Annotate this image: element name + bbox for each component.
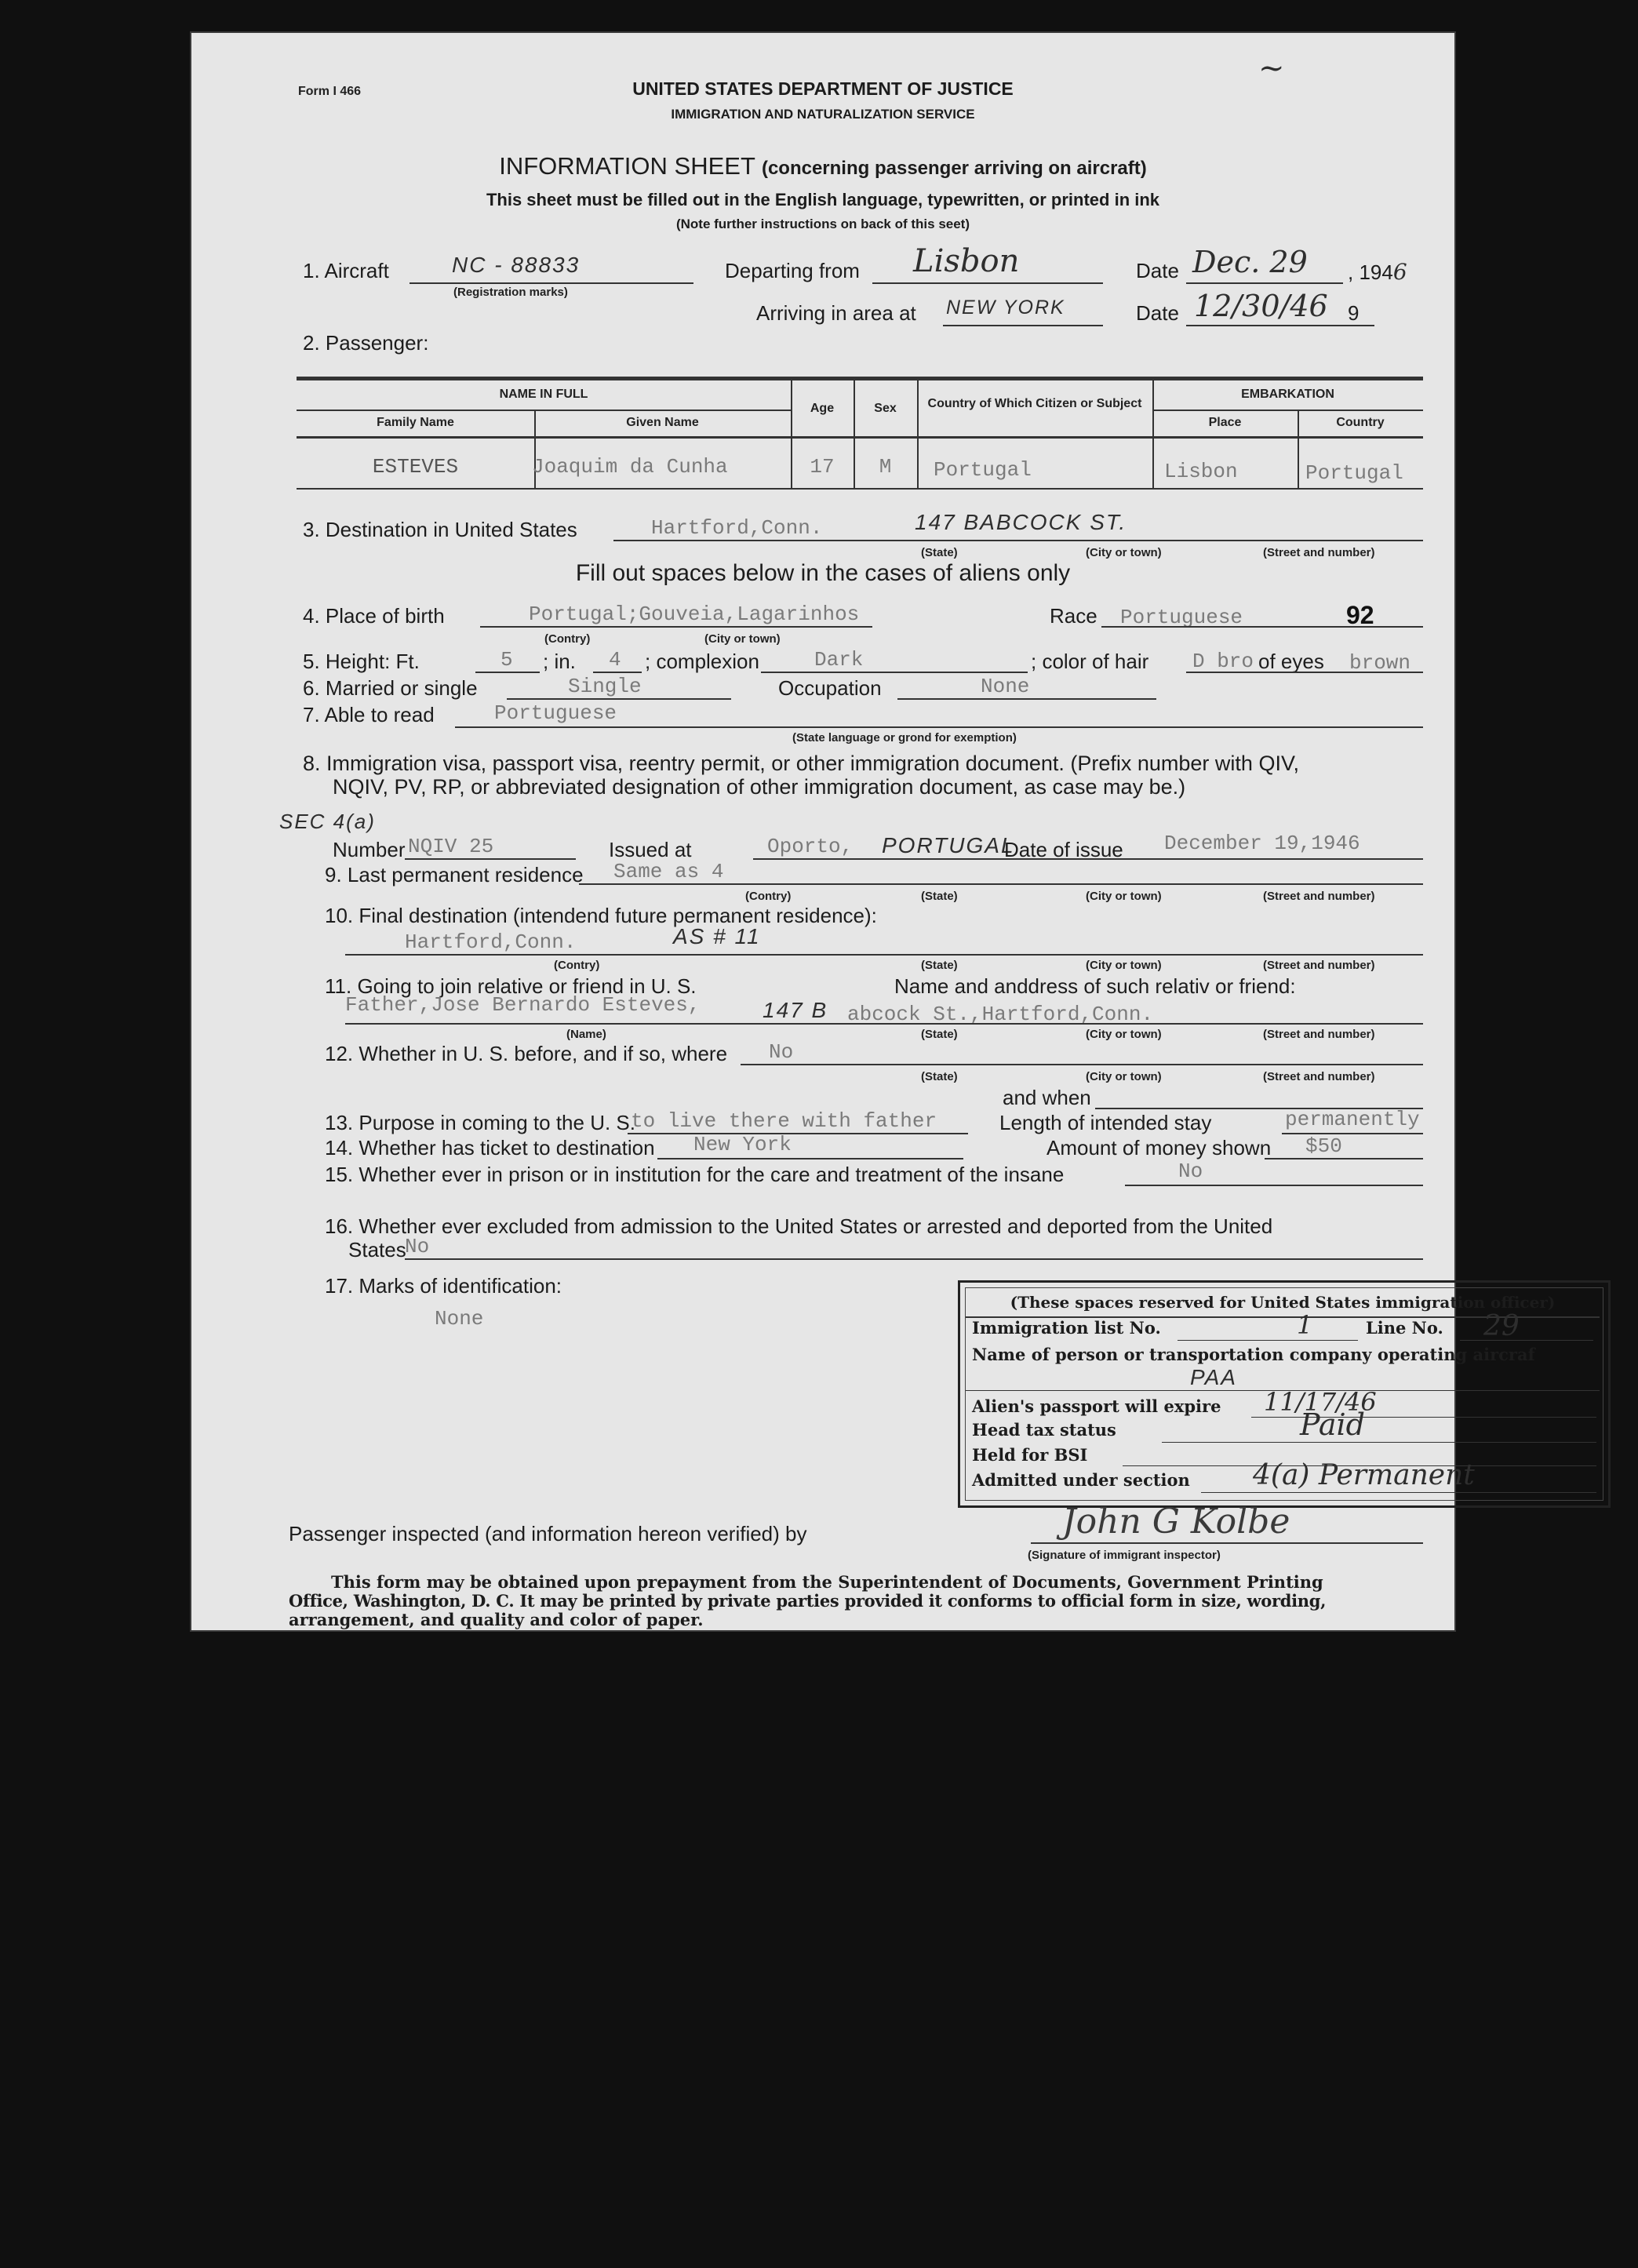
occupation-label: Occupation	[778, 676, 882, 700]
age-header: Age	[810, 402, 835, 415]
prison-label: 15. Whether ever in prison or in institution for the care and treatment of the insane	[325, 1163, 1065, 1186]
join-state-caption: (State)	[921, 1028, 958, 1041]
section-label: Admitted under section	[972, 1470, 1190, 1490]
year-prefix: 194	[1359, 260, 1393, 284]
issued-typed: Oporto,	[767, 835, 854, 858]
agency-dept: UNITED STATES DEPARTMENT OF JUSTICE	[632, 78, 1014, 99]
dest-city-caption: (City or town)	[1086, 546, 1162, 559]
aircraft-value: NC - 88833	[452, 253, 581, 277]
place-header: Place	[1208, 416, 1242, 429]
married-value: Single	[568, 675, 642, 698]
before-value: No	[769, 1040, 794, 1064]
registration-note: (Registration marks)	[453, 286, 568, 299]
before-when-label: and when	[1003, 1086, 1091, 1109]
name-in-full-header: NAME IN FULL	[499, 388, 588, 401]
before-street-caption: (Street and number)	[1263, 1070, 1375, 1083]
read-label: 7. Able to read	[303, 703, 435, 726]
visa-margin-note: SEC 4(a)	[279, 810, 376, 833]
final-contry-caption: (Contry)	[554, 959, 600, 972]
before-city-caption: (City or town)	[1086, 1070, 1162, 1083]
given-name-cell: Joaquim da Cunha	[532, 455, 728, 479]
departing-label: Departing from	[725, 259, 860, 282]
eyes-label: of eyes	[1258, 650, 1324, 673]
final-city-caption: (City or town)	[1086, 959, 1162, 972]
depart-date-label: Date	[1136, 259, 1179, 282]
visa-number: NQIV 25	[408, 835, 494, 858]
ticket-label: 14. Whether has ticket to destination	[325, 1136, 655, 1159]
given-name-header: Given Name	[626, 416, 699, 429]
final-hand: AS # 11	[673, 924, 761, 948]
marks-label: 17. Marks of identification:	[325, 1274, 562, 1298]
prison-value: No	[1178, 1159, 1203, 1183]
stay-value: permanently	[1285, 1108, 1420, 1131]
family-name-header: Family Name	[377, 416, 454, 429]
company-label: Name of person or transportation company operating aircraf	[972, 1345, 1535, 1364]
res-street-caption: (Street and number)	[1263, 890, 1375, 903]
money-value: $50	[1305, 1134, 1342, 1158]
hair-label: ; color of hair	[1031, 650, 1149, 673]
arriving-value: NEW YORK	[946, 297, 1065, 319]
aliens-note: Fill out spaces below in the cases of aliens only	[575, 560, 1071, 586]
line-no: 29	[1483, 1310, 1520, 1342]
document-sheet: Form I 466 ~ UNITED STATES DEPARTMENT OF JUSTICE IMMIGRATION AND NATURALIZATION SERVICE INFORMATION SHEET (concerning passenger arriving on aircraft) This sheet must be filled out in the English language, typewritten, or printed in ink (Note further instructions on back of this seet) 1. Aircraft NC - 88833 (Registration marks) Departing from Lisbon Date Dec. 29 , 1946 Arriving in area at NEW YORK Date 12/30/46 9 2. Passenger: NAME IN FULL Family Name Given Name Age Sex Country of Which Citizen or Subject EMBARKATION Place Country ESTEVES Joaquim da Cunha 17 M Portugal Lisbon Portugal 3. Destination in United States Hartford,Conn. 147 BABCOCK ST. (State) (City or town) (Street and number) Fill out spaces below in the cases of aliens only 4. Place of birth Portugal;Gouveia,Lagarinhos (Contry) (City or town) Race Portuguese 92 5. Height: Ft. 5 ; in. 4 ; complexion Dark ; color of hair D bro of eyes brown 6. Married or single Single Occupation None 7. Able to read Portuguese (State language or grond for exemption) 8. Immigration visa, passport visa, reentry permit, or other immigration document. (Prefix number with QIV, NQIV, PV, RP, or abbreviated designation of other immigration document, as case may be.) SEC 4(a) Number NQIV 25 Issued at Oporto, PORTUGAL Date of issue December 19,1946 9. Last permanent residence Same as 4 (Contry) (State) (City or town) (Street and number) 10. Final destination (intendend future permanent residence): Hartford,Conn. AS # 11 (Contry) (State) (City or town) (Street and number) 11. Going to join relative or friend in U. S. Name and anddress of such relativ or friend: Father,Jose Bernardo Esteves, 147 B abcock St.,Hartford,Conn. (Name) (State) (City or town) (Street and number) 12. Whether in U. S. before, and if so, where No (State) (City or town) (Street and number) and when 13. Purpose in coming to the U. S. to live there with father Length of intended stay permanently 14. Whether has ticket to destination New York Amount of money shown $50 15. Whether ever in prison or in institution for the care and treatment of the insane No 16. Whether ever excluded from admission to the United States or arrested and deported from the United States No 17. Marks of identification: None (These spaces reserved for United States immigration officer) Immigration list No. 1 Line No. 29 Name of person or transportation company operating aircraf PAA Alien's passport will expire 11/17/46 Head tax status Paid Held for BSI Admitted under section 4(a) Permanent Passenger inspected (and information hereon verified) by John G Kolbe (Signature of immigrant inspector) This form may be obtained upon prepayment from the Superintendent of Documents, Government Printing Office, Washington, D. C. It may be printed by private parties provided it conforms to official form in size, wording, arrangement, and quality and color of paper.	[191, 33, 1454, 1630]
before-label: 12. Whether in U. S. before, and if so, where	[325, 1042, 728, 1065]
agency-service: IMMIGRATION AND NATURALIZATION SERVICE	[671, 107, 975, 122]
issued-hand: PORTUGAL	[882, 833, 1015, 857]
footer-line-3: arrangement, and quality and color of paper.	[289, 1610, 704, 1629]
excluded-label-2: States	[348, 1238, 406, 1261]
complexion-value: Dark	[814, 648, 864, 672]
join-value-2: abcock St.,Hartford,Conn.	[847, 1003, 1154, 1026]
passport-value: 11/17/46	[1264, 1387, 1377, 1417]
company-value: PAA	[1190, 1365, 1237, 1389]
join-label: 11. Going to join relative or friend in U. S.	[325, 974, 697, 998]
page-title	[191, 152, 1454, 180]
occupation-value: None	[981, 675, 1030, 698]
officer-box	[958, 1280, 1611, 1508]
destination-typed: Hartford,Conn.	[651, 516, 823, 540]
section-value: 4(a) Permanent	[1253, 1459, 1475, 1491]
read-value: Portuguese	[494, 701, 617, 725]
line-no-label: Line No.	[1366, 1318, 1443, 1338]
title-sub: (concerning passenger arriving on aircraft)	[761, 158, 1147, 179]
instruction-2: (Note further instructions on back of this seet)	[675, 217, 970, 231]
sex-cell: M	[879, 455, 892, 479]
aircraft-label: 1. Aircraft	[303, 259, 389, 282]
inspector-signature: John G Kolbe	[1062, 1502, 1290, 1542]
emb-place-cell: Lisbon	[1164, 460, 1238, 483]
height-label: 5. Height: Ft.	[303, 650, 420, 673]
dest-state-caption: (State)	[921, 546, 958, 559]
excluded-label: 16. Whether ever excluded from admission to the United States or arrested and deported from the United	[325, 1214, 1273, 1238]
destination-label: 3. Destination in United States	[303, 518, 577, 541]
emb-country-cell: Portugal	[1305, 461, 1403, 485]
destination-hand: 147 BABCOCK ST.	[915, 510, 1127, 534]
height-ft: 5	[500, 648, 513, 672]
inches-label: ; in.	[543, 650, 576, 673]
purpose-label: 13. Purpose in coming to the U. S.	[325, 1111, 635, 1134]
list-no-label: Immigration list No.	[972, 1318, 1161, 1338]
residence-value: Same as 4	[613, 860, 724, 883]
sex-header: Sex	[874, 402, 897, 415]
res-state-caption: (State)	[921, 890, 958, 903]
instruction-1: This sheet must be filled out in the English language, typewritten, or printed in ink	[486, 190, 1160, 209]
departing-value: Lisbon	[913, 243, 1020, 279]
list-no: 1	[1297, 1310, 1313, 1340]
arrive-date: 12/30/46	[1194, 289, 1328, 323]
passport-label: Alien's passport will expire	[972, 1396, 1221, 1416]
join-hand: 147 B	[763, 998, 828, 1022]
final-label: 10. Final destination (intendend future permanent residence):	[325, 904, 877, 927]
family-name-cell: ESTEVES	[372, 455, 459, 479]
purpose-value: to live there with father	[631, 1109, 937, 1133]
excluded-value: No	[405, 1235, 430, 1258]
complexion-label: ; complexion	[645, 650, 759, 673]
title-main: INFORMATION SHEET	[499, 152, 755, 180]
final-typed: Hartford,Conn.	[405, 930, 577, 954]
res-contry-caption: (Contry)	[745, 890, 792, 903]
read-note: (State language or grond for exemption)	[792, 731, 1017, 744]
race-value: Portuguese	[1120, 606, 1243, 629]
embarkation-header: EMBARKATION	[1241, 388, 1334, 401]
race-mark: 92	[1346, 601, 1374, 629]
depart-date: Dec. 29	[1192, 245, 1308, 279]
issue-date-label: Date of issue	[1004, 838, 1123, 861]
citizen-cell: Portugal	[934, 458, 1032, 482]
married-label: 6. Married or single	[303, 676, 478, 700]
dest-street-caption: (Street and number)	[1263, 546, 1375, 559]
final-street-caption: (Street and number)	[1263, 959, 1375, 972]
age-cell: 17	[810, 455, 835, 479]
citizen-header: Country of Which Citizen or Subject	[927, 397, 1142, 410]
visa-text-1: 8. Immigration visa, passport visa, reentry permit, or other immigration document. (Prefix number with QIV,	[303, 752, 1299, 775]
birth-city-caption: (City or town)	[704, 632, 781, 646]
officer-header: (These spaces reserved for United States immigration officer)	[1010, 1293, 1556, 1312]
issued-label: Issued at	[609, 838, 692, 861]
height-in: 4	[609, 648, 621, 672]
arrive-date-label: Date	[1136, 301, 1179, 325]
money-label: Amount of money shown	[1046, 1136, 1272, 1159]
issue-date: December 19,1946	[1164, 832, 1360, 855]
arriving-label: Arriving in area at	[756, 301, 916, 325]
ticket-value: New York	[693, 1133, 792, 1156]
arrive-suffix: 9	[1348, 301, 1360, 325]
inspected-label: Passenger inspected (and information hereon verified) by	[289, 1522, 807, 1545]
birth-value: Portugal;Gouveia,Lagarinhos	[529, 602, 860, 626]
join-street-caption: (Street and number)	[1263, 1028, 1375, 1041]
marks-value: None	[435, 1307, 484, 1331]
join-city-caption: (City or town)	[1086, 1028, 1162, 1041]
birth-contry-caption: (Contry)	[544, 632, 591, 646]
emb-country-header: Country	[1336, 416, 1385, 429]
res-city-caption: (City or town)	[1086, 890, 1162, 903]
year-hand: 6	[1392, 259, 1407, 285]
visa-number-label: Number	[333, 838, 406, 861]
passenger-label: 2. Passenger:	[303, 331, 429, 355]
before-state-caption: (State)	[921, 1070, 958, 1083]
tax-value: Paid	[1300, 1407, 1365, 1442]
final-state-caption: (State)	[921, 959, 958, 972]
stay-label: Length of intended stay	[999, 1111, 1212, 1134]
signature-caption: (Signature of immigrant inspector)	[1028, 1549, 1221, 1562]
corner-mark: ~	[1258, 50, 1285, 86]
tax-label: Head tax status	[972, 1420, 1116, 1440]
bsi-label: Held for BSI	[972, 1445, 1088, 1465]
join-name-caption: (Name)	[566, 1028, 606, 1041]
join-value-1: Father,Jose Bernardo Esteves,	[345, 993, 701, 1017]
visa-text-2: NQIV, PV, RP, or abbreviated designation of other immigration document, as case may be.)	[333, 775, 1186, 799]
hair-value: D bro	[1192, 650, 1254, 673]
join-label-2: Name and anddress of such relativ or friend:	[894, 974, 1296, 998]
footer-line-1: This form may be obtained upon prepayment from the Superintendent of Documents, Government Printing	[331, 1572, 1323, 1592]
birth-label: 4. Place of birth	[303, 604, 445, 628]
race-label: Race	[1050, 604, 1097, 628]
residence-label: 9. Last permanent residence	[325, 863, 584, 886]
eyes-value: brown	[1349, 651, 1411, 675]
footer-line-2: Office, Washington, D. C. It may be printed by private parties provided it conforms to official form in size, wording,	[289, 1591, 1327, 1611]
form-number: Form I 466	[298, 85, 362, 98]
